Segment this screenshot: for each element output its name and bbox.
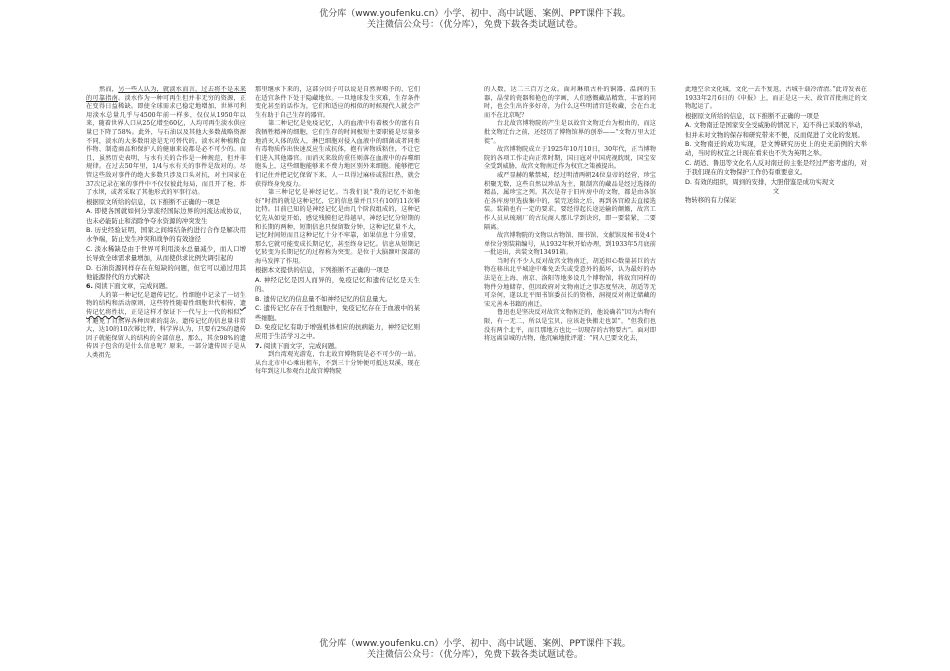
question-7-option-a[interactable]: A. 文物南迁是国家安全受威胁的情况下，迫不得已采取的举动，但并未对文物的保存和研究带来不便，反而促进了文化的发展。 bbox=[685, 121, 867, 139]
header-line-2: 关注微信公众号：（优分库），免费下载各类试题试卷。 bbox=[366, 20, 583, 30]
column-3 bbox=[484, 86, 656, 554]
column-4 bbox=[685, 86, 867, 346]
question-5-option-d[interactable]: D. 石油资源同样存在在短缺的问题，但它可以通过用其他能源替代的方式解决 bbox=[86, 263, 246, 281]
passage-7-paragraph-2: 台北故宫博物院的产生是以故宫文物迁台为根由的，而这批文物迁台之前，还经历了博物馆界的创举——“文物万里大迁徙”。 bbox=[484, 120, 656, 145]
question-7-option-d-tail: 物转移的有力保证 bbox=[685, 196, 737, 205]
question-5-option-a[interactable]: A. 即使各国就如何分享流经国际边界的河流达成协议，也未必能防止和消除争夺水资源的冲突发生 bbox=[86, 207, 246, 225]
question-5-option-b[interactable]: B. 历史经验证明，国家之间缔结条约进行合作是解决用水争端，防止发生冲突和战争的有效途径 bbox=[86, 225, 246, 244]
question-6-option-d[interactable]: D. 免疫记忆有助于增强机体相应的抗病能力，神经记忆则应用于生活学习之中。 bbox=[255, 322, 420, 341]
passage-6-paragraph-2: 第二种记忆是免疫记忆，人的血液中有着极少的富有自我牺牲精神的细胞，它们生存的时间极短主要职能是尽量多地消灭人体的敌人，淋巴细胞对侵入血液中的细菌或者同类有毒物质作出快速反应生成抗体，抱有害物质粘住，不让它们进入其他器官。而消灭来敌的重任则落在血液中的吞噬细胞头上，这些细胞能够来不费力地区别外来细胞。能够把它们记住并把记忆保留下来，人一旦得过麻疹或猩红热，就会获得终身免疫力。 bbox=[255, 120, 420, 188]
question-7-option-b[interactable]: B. 文物南迁的成功实现，是文博研究历史上的史无前例的大举动，当时的权宜之计现在看来也不失为英明之举。 bbox=[685, 140, 867, 158]
underlined-claim: 另一些人认为，就淡水而言，过去将不是未来的可靠指南 bbox=[86, 86, 246, 102]
footer-line-2: 关注微信公众号：（优分库），免费下载各类试题试卷。 bbox=[366, 650, 583, 660]
passage-5-paragraph: 然而，另一些人认为，就淡水而言，过去将不是未来的可靠指南。淡水作为一种可再生但并非无穷的资源，正在变得日益稀缺。即使全球需求已稳定地增加，世界可利用淡水总量几乎与4500年前一样多，仅仅从1950年以来，随着世界人口从25亿增至60亿，人均可再生淡水供应量已下降了58%。此外，与石油以及其他大多数战略资源不同，淡水的大多数用途是无可替代的。淡水对种植粮食作物、制造商品和保护人的健康来说都是必不可少的。而且，虽然历史表明，与水有关的合作是一种规范，但并非规律。在过去50年里，1/4与水有关的事件是敌对的。尽管这些敌对事件的绝大多数只涉及口头对抗，对主国家在37次记录在案的事件中不仅仅彼此每局，而且开了枪、炸了水坝，或者采取了其他形式的军事行动。 bbox=[86, 86, 246, 197]
question-5-stem: 根据原文所给的信息，以下推断不正确的一项是 bbox=[86, 197, 221, 206]
passage-7-paragraph-4: 威严显赫的紫禁城，经过明清两朝24位皇帝的经营，珍宝积聚无数，这些自然以珍品为主，限制宫的藏品是经过选择的精品，属珍宝之列。其次是存于旧库房中的文物，都是由各馆在各库房里选拔集中的，装完送给之后，再到各宫殿去直接选装。装箱也有一定的要求，要经得起长途运输的颠簸，故宫工作人员从琉璃厂的古玩商人那儿学到诀窍，即一要装紧，二要隔离。 bbox=[484, 171, 656, 231]
passage-7-paragraph-3: 故宫博物院成立于1925年10月10日，30年代，正当博物院的各项工作走向正常时期，国日寇对中国虎视眈眈，国宝安全受到威胁，故宫文物南迁作为权宜之策被提出。 bbox=[484, 146, 656, 171]
question-6-title: 6. 阅读下面文章，完成问题。 bbox=[86, 282, 172, 291]
wavy-underlined-phrase: 遗传记忆将性状 bbox=[86, 300, 246, 316]
passage-6-paragraph-1-cont: 那里继承下来的，这部分因子可以说是自然界赐予的，它们在适宜条件下处于隐藏地位。一旦地球发生灾难，生存条件变化甚至的话作为，它们和适应的相似的时候现代人就会产生有助于自己生存的器官。 bbox=[255, 86, 420, 119]
question-5-option-c[interactable]: C. 淡水稀缺是由于世界可利用淡水总量减少，而人口增长导致全球需求量增加，从而使供求比例失调引起的 bbox=[86, 244, 246, 263]
question-7-stem: 根据原文所给的信息，以下推断不正确的一项是 bbox=[685, 111, 820, 120]
question-6-option-a[interactable]: A. 神经记忆是因人而异的，免疫记忆和遗传记忆是天生的。 bbox=[255, 275, 420, 294]
passage-6-paragraph-1: 人的第一种记忆是遗传记忆。性细胞中记录了一切生物的结构和活动原则，这些特性随着性细胞世代相传，遗传记忆将性状，正是这样才保证下一代与上一代的相似，才避免了自然界各种因素的混杂。遗传记忆的信息量非常大，达10的10次幂比特，科学界认为，只要有2%的遗传因子就能保留人的结构的全部信息，那么，其余98%的遗传因子包含的是什么信息呢？原来，一部分遗传因子是从人类祖先 bbox=[86, 291, 246, 359]
column-1 bbox=[86, 86, 246, 554]
question-6-option-c[interactable]: C. 遗传记忆存在于性细胞中，免疫记忆存在于血液中的某些细胞。 bbox=[255, 304, 420, 322]
question-7-option-d-wrap: 文 bbox=[772, 187, 780, 196]
header-line-1: 优分库（www.youfenku.cn）小学、初中、高中试题、案例、PPT课件下载。 bbox=[319, 9, 631, 19]
passage-7-paragraph-1-cont: 的人数，达二三百万之众。面对琳琅古朴的铜器、温润的玉器，晶莹的瓷器和艳色的字画，人们感慨藏品精致、丰富的同时，也会生出许多好奇，为什么这些明清宫廷收藏，会在台北而不在北京呢？ bbox=[484, 86, 656, 119]
column-2 bbox=[255, 86, 420, 554]
question-6-stem: 根据本文提供的信息，下列推断不正确的一项是 bbox=[255, 266, 390, 275]
question-6-option-b[interactable]: B. 遗传记忆的信息量不如神经记忆的信息量大。 bbox=[255, 294, 392, 303]
passage-7-paragraph-1: 到台湾观光游览，台北故宫博物院是必不可少的一站。从台北市中心乘出租车，不到三十分钟便可抵达双溪，现在每年到这儿参观台北故宫博物院 bbox=[255, 351, 420, 376]
passage-6-paragraph-3: 第三种记忆是神经记忆。当我们说“我的记忆不如他好”时指的就是这种记忆，它的信息量并且只有10的11次幂比特。目前已知的是神经记忆是由几个阶段组成的，这种记忆先从如觉开始，感觉残膜但记得越早，神经记忆分短期的和长期的两种，短期信息只保留数分钟，这种记忆量不大，记忆时间短而且这种记忆十分不牢靠，如果信息十分重要，那么它就可能变成长期记忆，甚至终身记忆。信息从短期记忆转变为长期记忆的过程称为突变。是位于大脑颞叶深部的海马发挥了作用。 bbox=[255, 189, 420, 265]
page-header bbox=[0, 9, 950, 31]
passage-7-paragraph-7: 鲁迅也是坚决反对故宫文物南迁的，他说确若“因为古物有限，有一无二，所以是宝贝，应该赶快搬走也罢”，“但我们也没有两个北平，而且那地方也比一切现存的古物要古”。面对即将远离皇城的古物，他沉痛地批评道：“同人已要文化去， bbox=[484, 309, 656, 343]
passage-7-paragraph-6: 当时有不少人反对故宫文物南迁，胡适担心数量甚巨的古物在移出北平城途中难免丢失或受意外的损坏，认为最好的办法是在上海、南京、洛阳等地多设几个博物馆，将故宫同样的物件分地储存，但因政府对文物南迁之事态度坚决，胡适等无可奈何，遂以北平图书馆委员长的资格，洞视反对南迁储藏的宋元善本书籍的南迁。 bbox=[484, 257, 656, 308]
question-7-option-d[interactable]: D. 有效的组织，周到的安排，大胆借鉴是成功实现文 bbox=[685, 177, 835, 186]
question-7-option-c[interactable]: C. 胡适、鲁迅等文化名人反对南迁的主张是经过严密考虑的，对于我们现在的文物保护工作仍有重要意义。 bbox=[685, 158, 867, 177]
passage-7-paragraph-5: 故宫博物院的文物以古物馆、图书馆、文献馆及秘书处4个单位分别装箱编号，从1932年秋开始办理，到1933年5月底前一批运出，共装文物13491箱。 bbox=[484, 232, 656, 257]
page-footer bbox=[0, 639, 950, 661]
footer-line-1: 优分库（www.youfenku.cn）小学、初中、高中试题、案例、PPT课件下载。 bbox=[319, 639, 631, 649]
question-7-title: 7. 阅读下面文字，完成问题。 bbox=[255, 341, 341, 350]
passage-7-paragraph-7-cont: 此地空余文化城，文化一去不复返，古城千载冷清清。”此诗发表在1933年2月6日的《申报》上，而正是这一天，故宫首批南迁的文物起运了。 bbox=[685, 86, 867, 111]
